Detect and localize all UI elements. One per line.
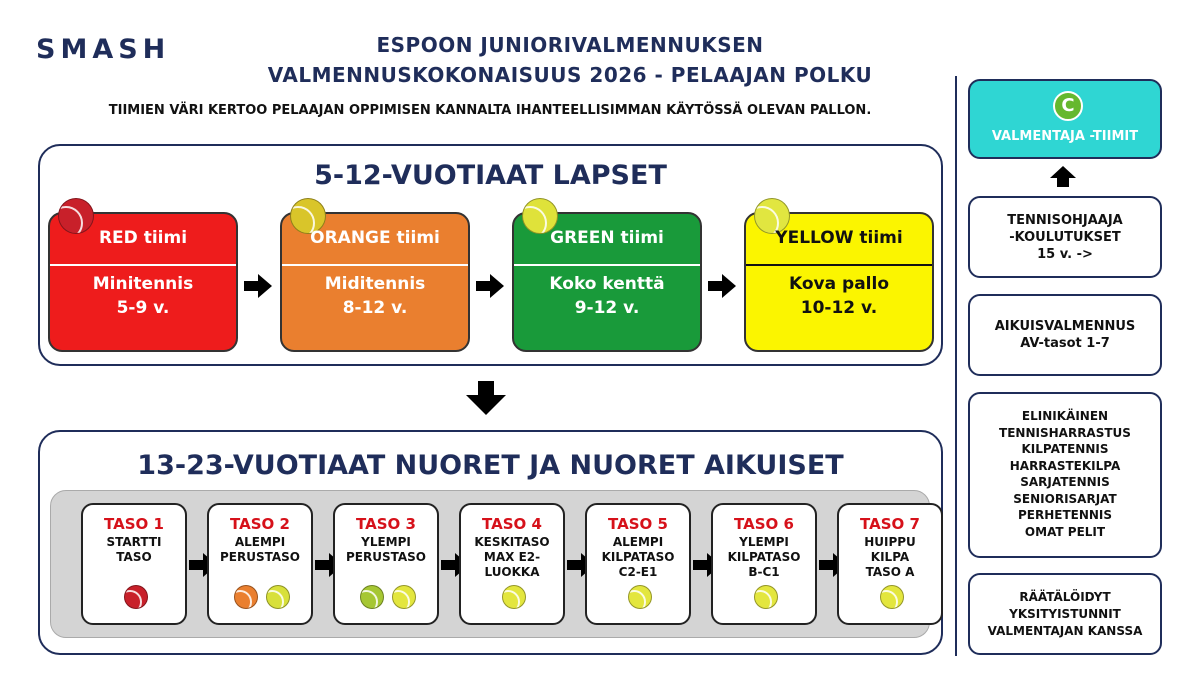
- coach-teams-label: VALMENTAJA -TIIMIT: [991, 129, 1139, 144]
- smash-logo: SMASH: [36, 34, 171, 65]
- team-yellow: [744, 212, 934, 352]
- level-desc-line: C2-E1: [618, 565, 658, 579]
- side-line: VALMENTAJAN KANSSA: [987, 624, 1143, 638]
- team-red: [48, 212, 238, 352]
- team-name: ORANGE tiimi: [310, 228, 440, 248]
- level-description: [335, 535, 437, 565]
- level-number: TASO 2: [230, 515, 290, 533]
- team-divider: [514, 264, 700, 266]
- tennis-ball-icon: [502, 585, 526, 609]
- team-type: Kova pallo: [789, 274, 889, 294]
- team-type: Miditennis: [324, 274, 426, 294]
- tennis-ball-icon: [124, 585, 148, 609]
- children-heading: 5-12-VUOTIAAT LAPSET: [314, 160, 667, 191]
- team-age: 8-12 v.: [342, 298, 408, 318]
- level-balls: [713, 585, 815, 611]
- team-description: [514, 272, 700, 320]
- level-desc-line: MAX E2-: [483, 550, 541, 564]
- side-line: YKSITYISTUNNIT: [1009, 607, 1121, 621]
- side-line: OMAT PELIT: [1024, 524, 1106, 539]
- side-line: RÄÄTÄLÖIDYT: [1019, 590, 1111, 604]
- level-number: TASO 4: [482, 515, 542, 533]
- levels-container: [50, 490, 930, 638]
- level-desc-line: TASO: [116, 550, 152, 564]
- level-description: [713, 535, 815, 580]
- coach-education-text: [970, 212, 1160, 263]
- level-card-7: [837, 503, 943, 625]
- page-subtitle: TIIMIEN VÄRI KERTOO PELAAJAN OPPIMISEN KANNALTA IHANTEELLISIMMAN KÄYTÖSSÄ OLEVAN PALLON.: [108, 103, 872, 118]
- side-line: -KOULUTUKSET: [1009, 230, 1121, 245]
- side-line: AV-tasot 1-7: [1020, 336, 1110, 351]
- level-desc-line: ALEMPI: [612, 535, 664, 549]
- level-number: TASO 7: [860, 515, 920, 533]
- level-balls: [461, 585, 563, 611]
- level-card-4: [459, 503, 565, 625]
- level-desc-line: KESKITASO: [474, 535, 550, 549]
- team-description: [282, 272, 468, 320]
- coach-teams-box: [968, 79, 1162, 159]
- arrow-down-icon: [466, 381, 506, 415]
- level-card-6: [711, 503, 817, 625]
- level-desc-line: STARTTI: [106, 535, 162, 549]
- team-description: [50, 272, 236, 320]
- level-balls: [587, 585, 689, 611]
- level-desc-line: KILPATASO: [727, 550, 801, 564]
- level-number: TASO 3: [356, 515, 416, 533]
- team-age: 10-12 v.: [800, 298, 878, 318]
- level-desc-line: ALEMPI: [234, 535, 286, 549]
- level-description: [587, 535, 689, 580]
- side-line: TENNISOHJAAJA: [1007, 213, 1123, 228]
- private-lessons-box: [968, 573, 1162, 655]
- tennis-ball-icon: [628, 585, 652, 609]
- level-card-1: [81, 503, 187, 625]
- team-name: YELLOW tiimi: [775, 228, 903, 248]
- tennis-ball-icon: [360, 585, 384, 609]
- team-divider: [50, 264, 236, 266]
- coach-education-box: [968, 196, 1162, 278]
- team-type: Minitennis: [92, 274, 194, 294]
- tennis-ball-icon: [754, 585, 778, 609]
- side-line: SENIORISARJAT: [1013, 491, 1117, 506]
- team-name: GREEN tiimi: [550, 228, 664, 248]
- level-desc-line: HUIPPU: [864, 535, 916, 549]
- team-age: 9-12 v.: [574, 298, 640, 318]
- lifelong-box: [968, 392, 1162, 558]
- level-number: TASO 6: [734, 515, 794, 533]
- level-balls: [335, 585, 437, 611]
- side-line: ELINIKÄINEN: [1021, 409, 1109, 423]
- level-desc-line: B-C1: [748, 565, 780, 579]
- side-line: 15 v. ->: [1037, 247, 1093, 262]
- title-line-1: ESPOON JUNIORIVALMENNUKSEN: [376, 33, 764, 57]
- tennis-ball-icon: [392, 585, 416, 609]
- level-desc-line: PERUSTASO: [345, 550, 426, 564]
- level-balls: [83, 585, 185, 611]
- level-desc-line: KILPATASO: [601, 550, 675, 564]
- level-desc-line: TASO A: [865, 565, 915, 579]
- page-title: [250, 30, 890, 90]
- private-lessons-text: [970, 589, 1160, 640]
- team-orange: [280, 212, 470, 352]
- level-description: [839, 535, 941, 580]
- level-card-3: [333, 503, 439, 625]
- tennis-ball-icon: [266, 585, 290, 609]
- level-desc-line: YLEMPI: [361, 535, 411, 549]
- side-line: AIKUISVALMENNUS: [994, 319, 1136, 334]
- level-desc-line: KILPA: [870, 550, 910, 564]
- side-line: PERHETENNIS: [1017, 508, 1113, 522]
- vertical-divider: [955, 76, 957, 656]
- youth-heading: 13-23-VUOTIAAT NUORET JA NUORET AIKUISET: [137, 450, 844, 481]
- team-description: [746, 272, 932, 320]
- side-line: TENNISHARRASTUS: [999, 425, 1131, 440]
- tennis-ball-icon: [234, 585, 258, 609]
- level-description: [209, 535, 311, 565]
- level-balls: [839, 585, 941, 611]
- coach-tennis-logo-icon: C: [1053, 91, 1083, 121]
- team-green: [512, 212, 702, 352]
- side-line: SARJATENNIS: [1020, 475, 1110, 489]
- level-description: [461, 535, 563, 580]
- level-card-5: [585, 503, 691, 625]
- youth-section: [38, 430, 943, 655]
- lifelong-text: [970, 408, 1160, 540]
- arrow-up-icon: [1050, 166, 1076, 188]
- team-type: Koko kenttä: [549, 274, 665, 294]
- team-age: 5-9 v.: [116, 298, 170, 318]
- team-divider: [746, 264, 932, 266]
- level-number: TASO 5: [608, 515, 668, 533]
- level-number: TASO 1: [104, 515, 164, 533]
- level-balls: [209, 585, 311, 611]
- level-desc-line: PERUSTASO: [219, 550, 300, 564]
- children-section: [38, 144, 943, 366]
- adult-coaching-text: [970, 318, 1160, 352]
- adult-coaching-box: [968, 294, 1162, 376]
- level-desc-line: YLEMPI: [739, 535, 789, 549]
- title-line-2: VALMENNUSKOKONAISUUS 2026 - PELAAJAN POLKU: [267, 63, 873, 87]
- side-line: HARRASTEKILPA: [1009, 458, 1121, 473]
- level-description: [83, 535, 185, 565]
- side-line: KILPATENNIS: [1021, 442, 1109, 456]
- level-desc-line: LUOKKA: [484, 565, 540, 579]
- team-divider: [282, 264, 468, 266]
- level-card-2: [207, 503, 313, 625]
- tennis-ball-icon: [880, 585, 904, 609]
- team-name: RED tiimi: [98, 228, 188, 248]
